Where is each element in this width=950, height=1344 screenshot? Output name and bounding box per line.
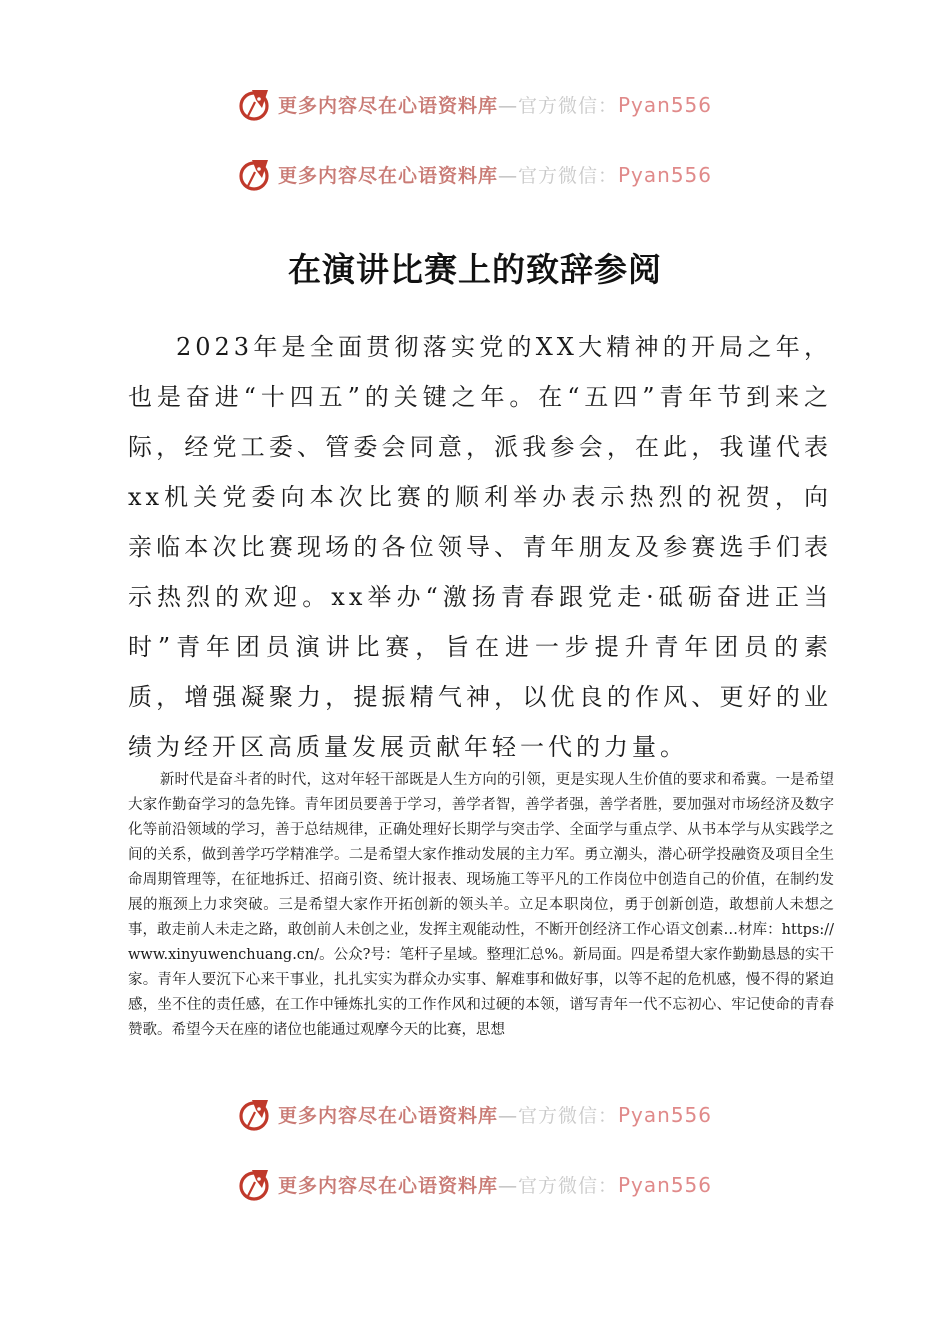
watermark-id-text: Pyan556 bbox=[618, 92, 713, 117]
watermark-id-text: Pyan556 bbox=[618, 1102, 713, 1127]
pen-nib-logo-icon bbox=[238, 156, 274, 192]
watermark-separator: — bbox=[497, 164, 518, 187]
watermark-main-text: 更多内容尽在心语资料库 bbox=[277, 94, 498, 117]
watermark-main-text: 更多内容尽在心语资料库 bbox=[277, 164, 498, 187]
paragraph-body: 新时代是奋斗者的时代，这对年轻干部既是人生方向的引领，更是实现人生价值的要求和希冀。一是希望大家作勤奋学习的急先锋。青年团员要善于学习，善学者智，善学者强，善学者胜，要加强对市场经济及数字化等前沿领域的学习，善于总结规律，正确处理好长期学与突击学、全面学与重点学、从书本学与从实践学之间的关系，做到善学巧学精准学。二是希望大家作推动发展的主力军。勇立潮头，潜心研学投融资及项目全生命周期管理等，在征地拆迁、招商引资、统计报表、现场施工等平凡的工作岗位中创造自己的价值，在制约发展的瓶颈上力求突破。三是希望大家作开拓创新的领头羊。立足本职岗位，勇于创新创造，敢想前人未想之事，敢走前人未走之路，敢创前人未创之业，发挥主观能动性，不断开创经济工作心语文创素…材库：https://www.xinyuwenchuang.cn/。公众?号：笔杆子星域。整理汇总%。新局面。四是希望大家作勤勤恳恳的实干家。青年人要沉下心来干事业，扎扎实实为群众办实事、解难事和做好事，以等不起的危机感，慢不得的紧迫感，坐不住的责任感，在工作中锤炼扎实的工作作风和过硬的本领，谱写青年一代不忘初心、牢记使命的青春赞歌。希望今天在座的诸位也能通过观摩今天的比赛，思想 bbox=[128, 772, 834, 1038]
watermark-separator: — bbox=[497, 94, 518, 117]
watermark-id-text: Pyan556 bbox=[618, 1172, 713, 1197]
watermark-banner-4 bbox=[0, 1164, 950, 1204]
watermark-banner-2 bbox=[0, 154, 950, 194]
watermark-side-text: 官方微信： bbox=[517, 1104, 618, 1127]
watermark-banner-1 bbox=[0, 84, 950, 124]
watermark-side-text: 官方微信： bbox=[517, 164, 618, 187]
document-title: 在演讲比赛上的致辞参阅 bbox=[288, 250, 662, 289]
watermark-id-text: Pyan556 bbox=[618, 162, 713, 187]
watermark-side-text: 官方微信： bbox=[517, 1174, 618, 1197]
watermark-banner-3 bbox=[0, 1094, 950, 1134]
watermark-main-text: 更多内容尽在心语资料库 bbox=[277, 1174, 498, 1197]
watermark-side-text: 官方微信： bbox=[517, 94, 618, 117]
watermark-main-text: 更多内容尽在心语资料库 bbox=[277, 1104, 498, 1127]
paragraph-intro: 2023年是全面贯彻落实党的XX大精神的开局之年，也是奋进“十四五”的关键之年。在“五四”青年节到来之际，经党工委、管委会同意，派我参会，在此，我谨代表xx机关党委向本次比赛的顺利举办表示热烈的祝贺，向亲临本次比赛现场的各位领导、青年朋友及参赛选手们表示热烈的欢迎。xx举办“激扬青春跟党走·砥砺奋进正当时”青年团员演讲比赛，旨在进一步提升青年团员的素质，增强凝聚力，提振精气神，以优良的作风、更好的业绩为经开区高质量发展贡献年轻一代的力量。 bbox=[128, 333, 832, 761]
watermark-separator: — bbox=[497, 1104, 518, 1127]
pen-nib-logo-icon bbox=[238, 1096, 274, 1132]
pen-nib-logo-icon bbox=[238, 86, 274, 122]
watermark-separator: — bbox=[497, 1174, 518, 1197]
pen-nib-logo-icon bbox=[238, 1166, 274, 1202]
